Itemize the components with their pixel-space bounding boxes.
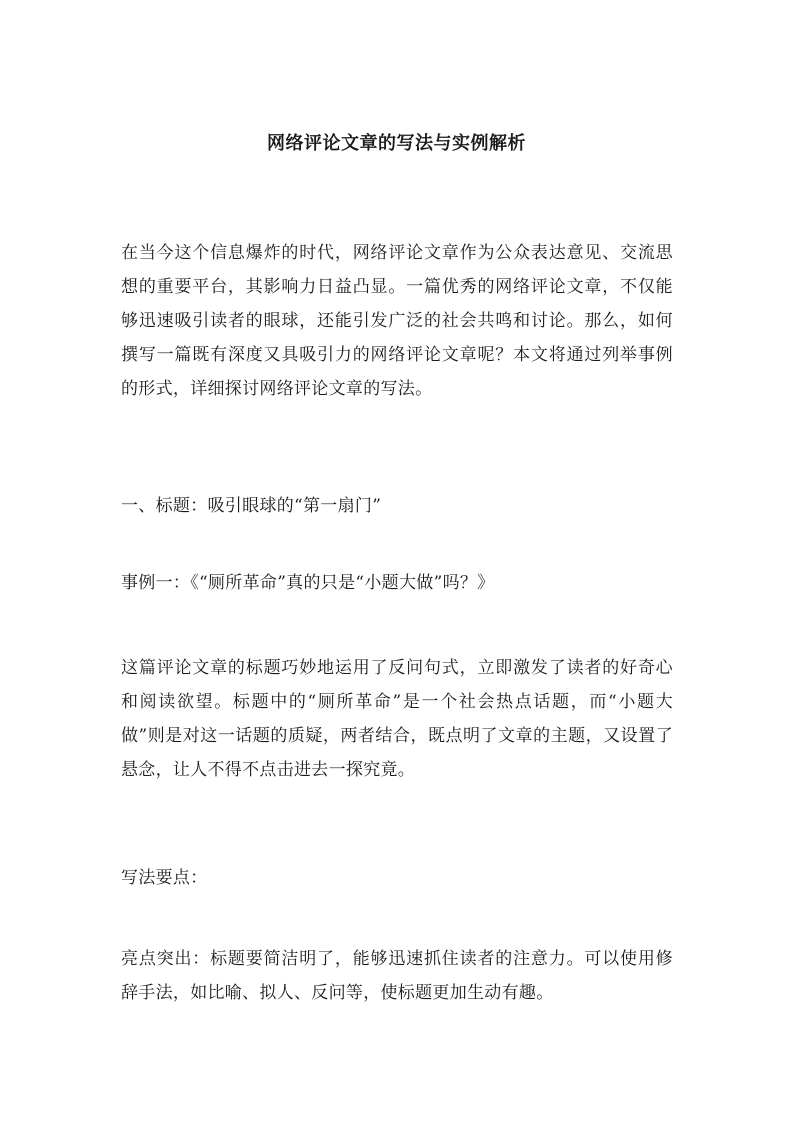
writing-point-paragraph: 亮点突出：标题要简洁明了，能够迅速抓住读者的注意力。可以使用修辞手法，如比喻、拟人、反问等，使标题更加生动有趣。	[121, 949, 673, 1003]
section-heading: 一、标题：吸引眼球的“第一扇门”	[121, 496, 382, 516]
example-title: 事例一：《“厕所革命”真的只是“小题大做”吗？》	[121, 573, 495, 593]
intro-paragraph: 在当今这个信息爆炸的时代，网络评论文章作为公众表达意见、交流思想的重要平台，其影响力日益凸显。一篇优秀的网络评论文章，不仅能够迅速吸引读者的眼球，还能引发广泛的社会共鸣和讨论。那么，如何撰写一篇既有深度又具吸引力的网络评论文章呢？本文将通过列举事例的形式，详细探讨网络评论文章的写法。	[121, 243, 673, 399]
writing-points-heading: 写法要点：	[121, 868, 208, 888]
document-title: 网络评论文章的写法与实例解析	[267, 133, 526, 154]
example-analysis-paragraph: 这篇评论文章的标题巧妙地运用了反问句式，立即激发了读者的好奇心和阅读欲望。标题中的“厕所革命”是一个社会热点话题，而“小题大做”则是对这一话题的质疑，两者结合，既点明了文章的主题，又设置了悬念，让人不得不点击进去一探究竟。	[121, 658, 673, 780]
